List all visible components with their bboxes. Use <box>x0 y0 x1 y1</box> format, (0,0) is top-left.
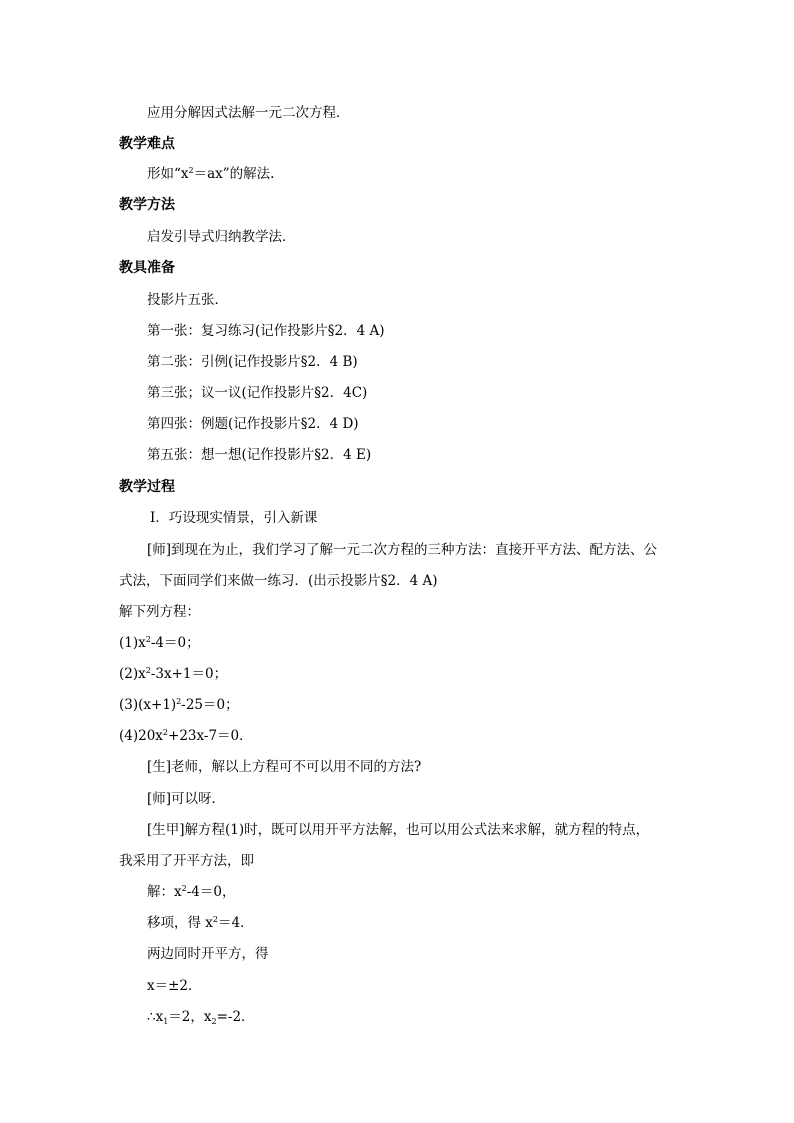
solution-step-3: 两边同时开平方，得 <box>147 946 269 962</box>
solution-step-2: 移项，得 $x^2=4$． <box>147 915 254 931</box>
solution-step-5: $\therefore x_1=2$，$x_2=-2$． <box>147 1009 255 1026</box>
slide-item-4: 第四张：例题(记作投影片§2．4 D) <box>147 416 359 432</box>
solution-step-4: x＝±2． <box>147 978 202 994</box>
solution-step-1: 解：$x^2-4=0$， <box>147 884 236 900</box>
equation-2: $(2)x^2-3x+1=0$； <box>119 666 228 682</box>
slide-item-1: 第一张：复习练习(记作投影片§2．4 A) <box>147 323 385 339</box>
equation-3: $(3)(x+1)^2-25=0$； <box>119 697 239 713</box>
difficulty-heading: 教学难点 <box>119 136 175 152</box>
tools-intro: 投影片五张． <box>147 292 228 308</box>
equation-1: $(1)x^2-4=0$； <box>119 635 200 651</box>
solve-prompt: 解下列方程： <box>119 604 200 620</box>
teacher-intro-line-2: 式法，下面同学们来做一练习．(出示投影片§2．4 A) <box>119 573 438 589</box>
teacher-intro-line-1: [师]到现在为止，我们学习了解一元二次方程的三种方法：直接开平方法、配方法、公 <box>147 542 658 558</box>
process-heading: 教学过程 <box>119 479 175 495</box>
slide-item-5: 第五张：想一想(记作投影片§2．4 E) <box>147 447 372 463</box>
student-answer-line-2: 我采用了开平方法，即 <box>119 853 254 869</box>
equation-4: $(4)20x^2+23x-7=0$． <box>119 728 253 744</box>
tools-heading: 教具准备 <box>119 260 175 276</box>
teacher-answer: [师]可以呀． <box>147 791 226 807</box>
key-point-text: 应用分解因式法解一元二次方程． <box>147 105 350 121</box>
difficulty-text: 形如“$x^2=ax$”的解法. <box>147 166 275 182</box>
method-heading: 教学方法 <box>119 197 175 213</box>
student-question: [生]老师，解以上方程可不可以用不同的方法? <box>147 759 422 775</box>
slide-item-2: 第二张：引例(记作投影片§2．4 B) <box>147 354 358 370</box>
slide-item-3: 第三张；议一议(记作投影片§2．4C) <box>147 385 368 401</box>
student-answer-line-1: [生甲]解方程(1)时，既可以用开平方法解，也可以用公式法来求解，就方程的特点， <box>147 822 650 838</box>
method-text: 启发引导式归纳教学法． <box>147 229 296 245</box>
section-title: Ⅰ．巧设现实情景，引入新课 <box>150 510 318 526</box>
